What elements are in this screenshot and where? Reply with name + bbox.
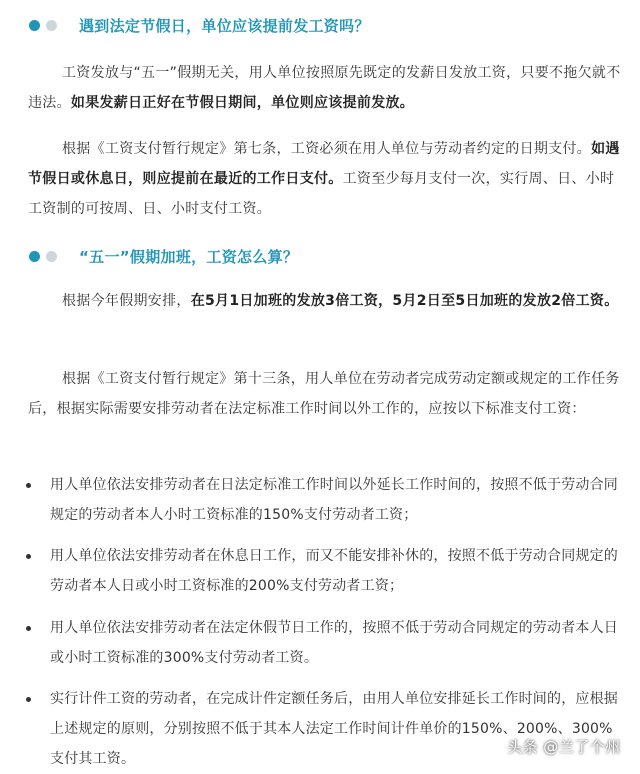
paragraph: 工资发放与“五一”假期无关，用人单位按照原先既定的发薪日发放工资，只要不拖欠就不违法。如果发薪日正好在节假日期间，单位则应该提前发放。 (28, 65, 621, 111)
bullet-icon (26, 554, 31, 559)
bullet-icon (26, 483, 31, 488)
heading-dots-icon (29, 251, 57, 262)
bullet-icon (26, 697, 31, 702)
paragraph: 根据今年假期安排，在5月1日加班的发放3倍工资，5月2日至5日加班的发放2倍工资。 (62, 293, 619, 309)
watermark: 头条 @兰了个州 (507, 738, 621, 756)
paragraph: 根据《工资支付暂行规定》第十三条，用人单位在劳动者完成劳动定额或规定的工作任务后，根据实际需要安排劳动者在法定标准工作时间以外工作的，应按以下标准支付工资： (28, 371, 620, 417)
bold-text: 如果发薪日正好在节假日期间，单位则应该提前发放。 (70, 95, 415, 111)
article-page: 遇到法定节假日，单位应该提前发工资吗？ 工资发放与“五一”假期无关，用人单位按照原先既定的发薪日发放工资，只要不拖欠就不违法。如果发薪日正好在节假日期间，单位则应该提前发放。 根据《工资支付暂行规定》第七条，工资必须在用人单位与劳动者约定的日期支付。如遇节假日或休息日，则应提前在最近的工作日支付。工资至少每月支付一次，实行周、日、小时工资制的可按周、日、小时支付工资。 “五一”假期加班，工资怎么算？ 根据今年假期安排，在5月1日加班的发放3倍工资，5月2日至5日加班的发放2倍工资。 根据《工资支付暂行规定》第十三条，用人单位在劳动者完成劳动定额或规定的工作任务后，根据实际需要安排劳动者在法定标准工作时间以外工作的，应按以下标准支付工资： 用人单位依法安排劳动者在日法定标准工作时间以外延长工作时间的，按照不低于劳动合同规定的劳动者本人小时工资标准的150%支付劳动者工资； 用人单位依法安排劳动者在休息日工作，而又不能安排补休的，按照不低于劳动合同规定的劳动者本人日或小时工资标准的200%支付劳动者工资； 用人单位依法安排劳动者在法定休假节日工作的，按照不低于劳动合同规定的劳动者本人日或小时工资标准的300%支付劳动者工资。 实行计件工资的劳动者，在完成计件定额任务后，由用人单位安排延长工作时间的，应根据上述规定的原则，分别按照不低于其本人法定工作时间计件单价的150%、200%、300%支付其工资。 头条 @兰了个州 (0, 0, 640, 770)
bold-text: 在5月1日加班的发放3倍工资，5月2日至5日加班的发放2倍工资。 (190, 293, 619, 309)
heading-dots-icon (29, 20, 57, 31)
section-heading-2 (0, 241, 298, 271)
section-title: 遇到法定节假日，单位应该提前发工资吗？ (79, 16, 370, 35)
section-title: “五一”假期加班，工资怎么算？ (79, 247, 299, 266)
bullet-icon (26, 626, 31, 631)
paragraph: 根据《工资支付暂行规定》第七条，工资必须在用人单位与劳动者约定的日期支付。如遇节假日或休息日，则应提前在最近的工作日支付。工资至少每月支付一次，实行周、日、小时工资制的可按周、日、小时支付工资。 (28, 141, 620, 217)
bold-text: 如遇节假日或休息日，则应提前在最近的工作日支付。 (28, 141, 620, 187)
section-heading-1 (0, 10, 370, 40)
